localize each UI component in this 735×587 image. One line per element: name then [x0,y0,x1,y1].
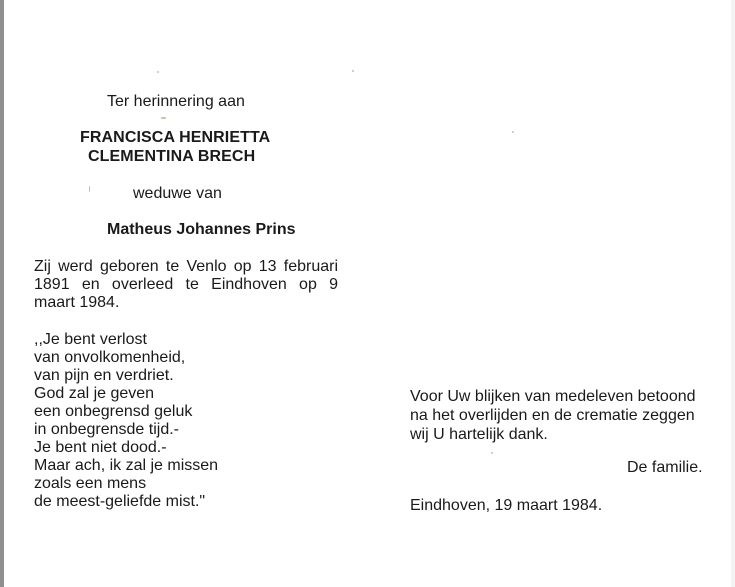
birth-death-paragraph [34,258,338,312]
poem-line: Maar ach, ik zal je missen [34,457,219,474]
place-date: Eindhoven, 19 maart 1984. [410,497,603,514]
poem-line: zoals een mens [34,475,147,492]
husband-name: Matheus Johannes Prins [107,221,296,238]
poem-line: van pijn en verdriet. [34,367,174,384]
poem-line: ,,Je bent verlost [34,331,147,348]
paper-speck [157,71,159,73]
paper-speck [491,452,493,454]
paper-speck [89,186,90,192]
deceased-name-line-2: CLEMENTINA BRECH [88,148,256,165]
thanks-line: wij U hartelijk dank. [410,426,548,443]
poem-line: Je bent niet dood.- [34,439,167,456]
birth-death-line: 1891 en overleed te Eindhoven op 9 [34,276,338,293]
poem-line: van onvolkomenheid, [34,349,186,366]
paper-speck [512,131,514,133]
poem [34,331,218,511]
poem-line: een onbegrensd geluk [34,403,193,420]
thanks-paragraph [410,387,696,444]
thanks-line: na het overlijden en de crematie zeggen [410,407,695,424]
poem-line: in onbegrensde tijd.- [34,421,179,438]
poem-line: God zal je geven [34,385,155,402]
scan-left-edge [0,0,4,587]
thanks-line: Voor Uw blijken van medeleven betoond [410,388,696,405]
birth-death-line: maart 1984. [34,294,120,311]
deceased-name-line-1: FRANCISCA HENRIETTA [80,129,271,146]
poem-line: de meest-geliefde mist." [34,493,206,510]
paper-speck [161,117,166,119]
scan-right-edge [731,0,735,587]
signature: De familie. [627,459,703,476]
birth-death-line: Zij werd geboren te Venlo op 13 februari [34,258,338,275]
paper-speck [352,70,354,72]
widow-of-text: weduwe van [133,185,222,202]
intro-text: Ter herinnering aan [107,93,245,110]
